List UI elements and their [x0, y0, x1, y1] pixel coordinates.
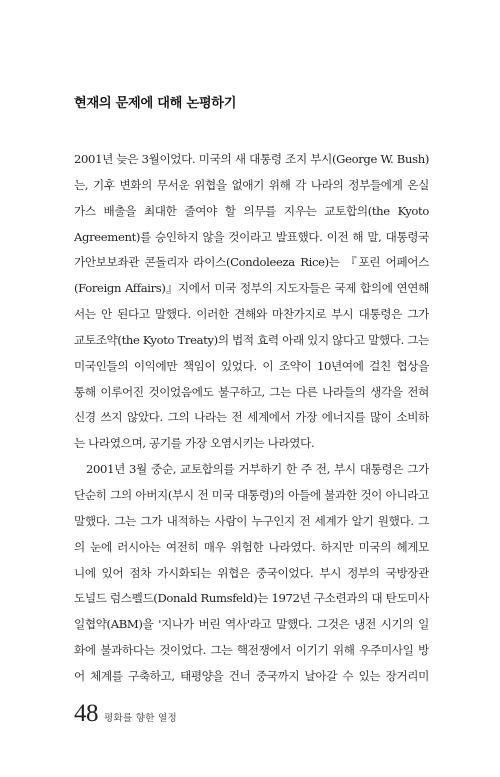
running-title: 평화를 향한 열정 [104, 713, 177, 724]
text-line: 서는 안 된다고 말했다. 이러한 견해와 마찬가지로 부시 대통령은 그가 [74, 307, 429, 322]
page-number: 48 [74, 700, 98, 727]
text-line: 신경 쓰지 않았다. 그의 나라는 전 세계에서 가장 에너지를 많이 소비하 [74, 410, 429, 425]
text-line: 는, 기후 변화의 무서운 위협을 없애기 위해 각 나라의 정부들에게 온실 [74, 177, 429, 192]
page-footer [74, 700, 177, 730]
text-line: 가안보보좌관 콘돌리자 라이스(Condoleeza Rice)는 『포린 어페어스 [74, 255, 429, 270]
section-heading: 현재의 문제에 대해 논평하기 [74, 96, 237, 111]
text-line: 단순히 그의 아버지(부시 전 미국 대통령)의 아들에 불과한 것이 아니라고 [74, 487, 429, 502]
text-line: 는 나라였으며, 공기를 가장 오염시키는 나라였다. [74, 436, 315, 451]
text-line: 의 눈에 러시아는 여전히 매우 위험한 나라였다. 하지만 미국의 헤게모 [74, 539, 429, 554]
text-line: (Foreign Affairs)』지에서 미국 정부의 지도자들은 국제 합의에 연연해 [74, 281, 429, 296]
text-line: Agreement)를 승인하지 않을 것이라고 발표했다. 이전 해 말, 대통령국 [74, 229, 429, 244]
text-line: 2001년 3월 중순, 교토합의를 거부하기 한 주 전, 부시 대통령은 그가 [86, 462, 429, 477]
text-line: 교토조약(the Kyoto Treaty)의 법적 효력 아래 있지 않다고 말했다. 그는 [74, 332, 429, 347]
text-line: 가스 배출을 최대한 줄여야 할 의무를 지우는 교토합의(the Kyoto [74, 203, 429, 218]
text-line: 미국인들의 이익에만 책임이 있었다. 이 조약이 10년여에 걸친 협상을 [74, 358, 429, 373]
text-line: 화에 불과하다는 것이었다. 그는 핵전쟁에서 이기기 위해 우주미사일 방 [74, 643, 429, 658]
text-line: 니에 있어 점차 가시화되는 위협은 중국이었다. 부시 정부의 국방장관 [74, 565, 429, 580]
paragraph-2 [74, 457, 429, 690]
text-line: 통해 이루어진 것이었음에도 불구하고, 그는 다른 나라들의 생각을 전혀 [74, 384, 429, 399]
text-line: 어 체계를 구축하고, 태평양을 건너 중국까지 날아갈 수 있는 장거리미 [74, 668, 429, 683]
paragraph-1 [74, 147, 429, 457]
text-line: 일협약(ABM)을 '지나가 버린 역사'라고 말했다. 그것은 냉전 시기의 일 [74, 617, 429, 632]
text-line: 2001년 늦은 3월이었다. 미국의 새 대통령 조지 부시(George W. Bush) [74, 152, 429, 166]
text-line: 도널드 럼스펠드(Donald Rumsfeld)는 1972년 구소련과의 대 탄도미사 [74, 591, 429, 606]
text-line: 말했다. 그는 그가 내적하는 사람이 누구인지 전 세계가 알기 원했다. 그 [74, 513, 429, 528]
body-text [74, 147, 429, 690]
